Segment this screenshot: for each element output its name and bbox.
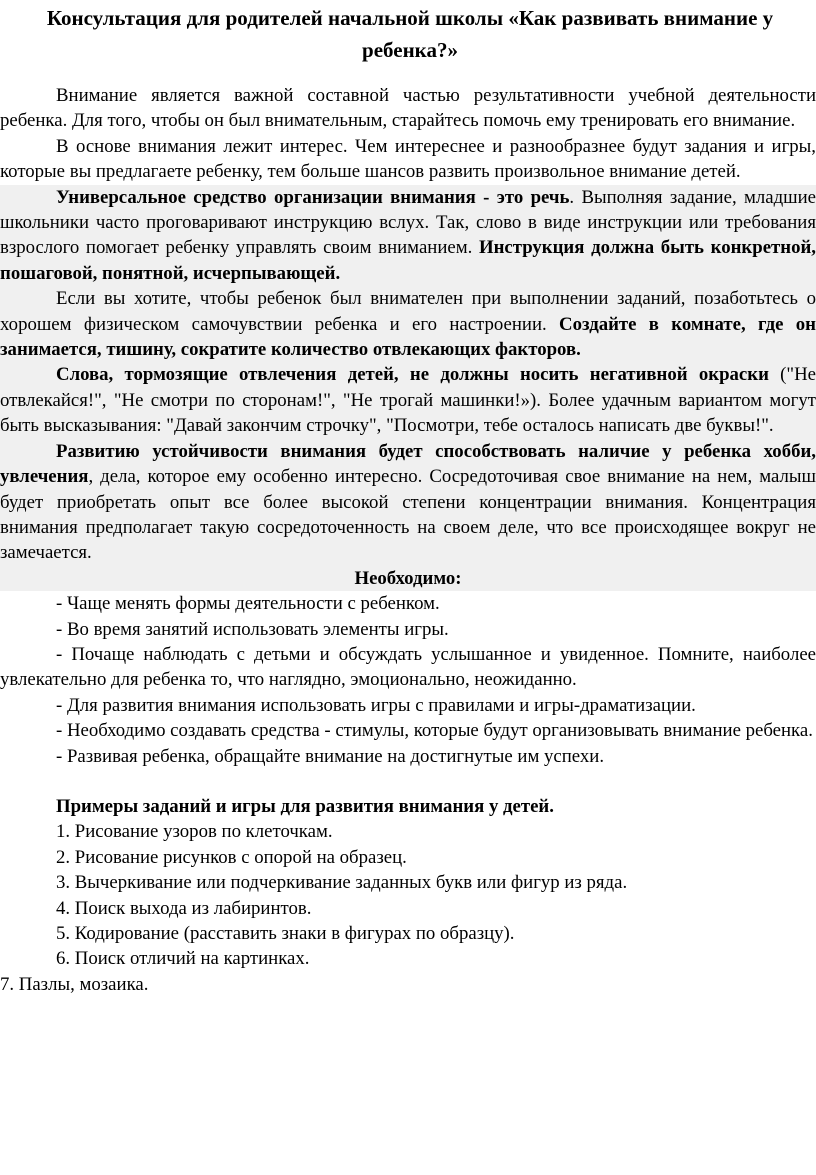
speech-text: . Выполняя задание, младшие школьники часто проговаривают инструкцию вслух. Так, слово в виде инструкции или требования взрослого помогает ребенку управлять своим вниманием. (0, 186, 816, 259)
example-item: 2. Рисование рисунков с опорой на образец. (56, 846, 407, 868)
hobby-text: , дела, которое ему особенно интересно. Сосредоточивая свое внимание на нем, малыш будет приобретать опыт все более высокой степени концентрации внимания. Концентрация внимания предполагает такую сосредоточенность на своем деле, что все происходящее вокруг не замечается. (0, 466, 816, 564)
spacer (0, 769, 816, 794)
paragraph-intro: Внимание является важной составной частью результативности учебной деятельности ребенка. Для того, чтобы он был внимательным, старайтесь помочь ему тренировать его внимание. (0, 85, 816, 132)
example-item: 6. Поиск отличий на картинках. (56, 948, 310, 970)
example-item: 1. Рисование узоров по клеточкам. (56, 821, 333, 843)
paragraph-hobby (0, 439, 816, 566)
examples-heading: Примеры заданий и игры для развития внимания у детей. (56, 795, 554, 817)
words-text: ("Не отвлекайся!", "Не смотри по сторонам!", "Не трогай машинки!»). Более удачным вариантом могут быть высказывания: "Давай закончим строчку", "Посмотри, тебе осталось написать две буквы!". (0, 364, 816, 437)
example-item: 3. Вычеркивание или подчеркивание заданных букв или фигур из ряда. (56, 872, 628, 894)
necessary-item: - Для развития внимания использовать игры с правилами и игры-драматизации. (56, 694, 696, 716)
paragraph-words (0, 362, 816, 438)
necessary-item: - Чаще менять формы деятельности с ребенком. (56, 593, 440, 615)
shaded-block (0, 185, 816, 592)
necessary-item: - Развивая ребенка, обращайте внимание на достигнутые им успехи. (56, 745, 605, 767)
silence-bold: Создайте в комнате, где он занимается, тишину, сократите количество отвлекающих факторов. (0, 313, 816, 361)
necessary-item: - Во время занятий использовать элементы игры. (56, 618, 449, 640)
instruction-bold: Инструкция должна быть конкретной, пошаговой, понятной, исчерпывающей. (0, 237, 816, 284)
paragraph-wellbeing (0, 286, 816, 362)
document-title: Консультация для родителей начальной школы «Как развивать внимание у ребенка?» (46, 6, 774, 62)
document-body (0, 83, 816, 997)
example-item-last: 7. Пазлы, мозаика. (0, 973, 149, 995)
paragraph-interest: В основе внимания лежит интерес. Чем интереснее и разнообразнее будут задания и игры, которые вы предлагаете ребенку, тем больше шансов развить произвольное внимание детей. (0, 135, 816, 183)
necessary-item: - Необходимо создавать средства - стимулы, которые будут организовывать внимание ребенка. (56, 720, 813, 742)
necessary-heading: Необходимо: (354, 567, 462, 589)
example-item: 4. Поиск выхода из лабиринтов. (56, 897, 312, 919)
speech-bold-lead: Универсальное средство организации внимания - это речь (56, 186, 570, 208)
words-bold-lead: Слова, тормозящие отвлечения детей, не должны носить негативной окраски (56, 364, 769, 386)
hobby-bold-lead: Развитию устойчивости внимания будет способствовать наличие у ребенка хобби, увлечения (0, 440, 816, 488)
paragraph-speech (0, 185, 816, 287)
necessary-item: - Почаще наблюдать с детьми и обсуждать услышанное и увиденное. Помните, наиболее увлекательно для ребенка то, что наглядно, эмоционально, неожиданно. (0, 643, 816, 691)
example-item: 5. Кодирование (расставить знаки в фигурах по образцу). (56, 923, 515, 944)
wellbeing-text: Если вы хотите, чтобы ребенок был внимателен при выполнении заданий, позаботьтесь о хорошем физическом самочувствии ребенка и его настроении. (0, 288, 816, 335)
